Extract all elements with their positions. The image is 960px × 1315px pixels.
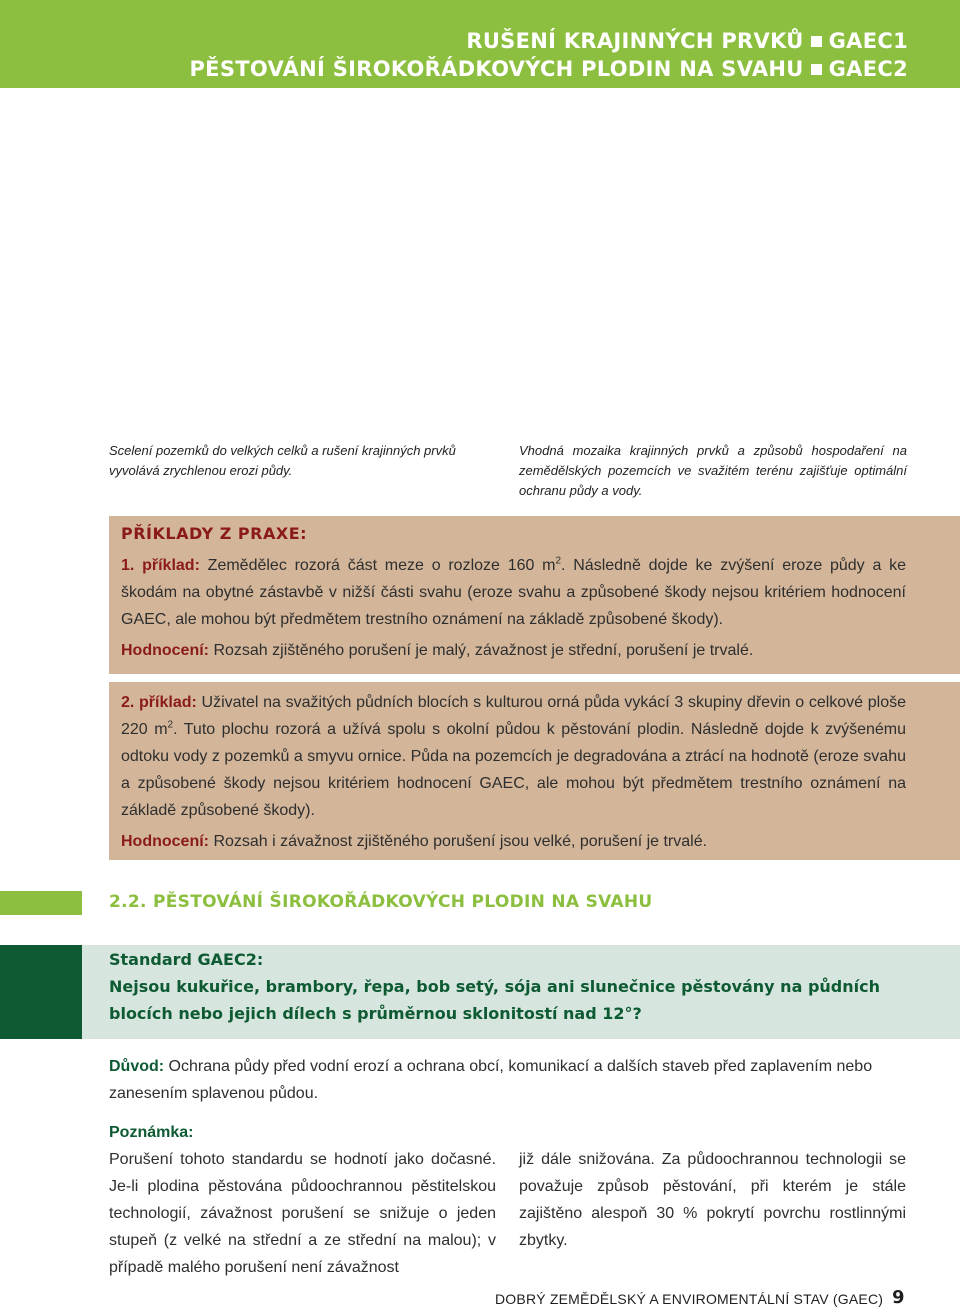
example-1-text-a: Zemědělec rozorá část meze o rozloze 160 m bbox=[199, 557, 556, 574]
example-1-body bbox=[121, 552, 906, 664]
note-label: Poznámka: bbox=[109, 1124, 194, 1141]
example-2-evaluation bbox=[121, 828, 906, 855]
example-2-text bbox=[121, 689, 906, 824]
page-number: 9 bbox=[892, 1287, 905, 1308]
example-box-2 bbox=[109, 682, 960, 860]
example-2-text-a: Uživatel na svažitých půdních blocích s kulturou orná půda vykácí 3 skupiny dřevin o celkové ploše 220 m bbox=[121, 694, 907, 738]
reason-text: Ochrana půdy před vodní erozí a ochrana obcí, komunikací a dalších staveb před zaplavením nebo zanesením splavenou půdou. bbox=[109, 1058, 873, 1102]
standard-label: Standard GAEC2: bbox=[109, 950, 264, 969]
standard-box bbox=[82, 945, 960, 1039]
example-1-label: 1. příklad: bbox=[121, 557, 200, 574]
footer-title: DOBRÝ ZEMĚDĚLSKÝ A ENVIROMENTÁLNÍ STAV (GAEC) bbox=[495, 1291, 884, 1307]
example-1-text bbox=[121, 552, 906, 633]
standard-body bbox=[109, 946, 906, 1027]
example-2-eval-label: Hodnocení: bbox=[121, 833, 209, 850]
section-heading: 2.2. PĚSTOVÁNÍ ŠIROKOŘÁDKOVÝCH PLODIN NA SVAHU bbox=[109, 892, 653, 912]
example-1-sup: 2 bbox=[555, 555, 562, 567]
example-1-text-b: . Následně dojde ke zvýšení eroze půdy a ke škodám na obytné zástavbě v nižší části svahu (eroze svahu a způsobené škody nejsou kritériem hodnocení GAEC, ale mohou být předmětem trestního oznámení na základě způsobené škody). bbox=[121, 557, 907, 628]
section-marker bbox=[0, 891, 82, 915]
note-column-right: již dále snižována. Za půdoochrannou technologii se považuje způsob pěstování, při kterém je stále zajištěno alespoň 30 % pokrytí povrchu rostlinnými zbytky. bbox=[519, 1151, 906, 1249]
note-column-left: Porušení tohoto standardu se hodnotí jako dočasné. Je-li plodina pěstována půdoochrannou pěstitelskou technologií, závažnost porušení se snižuje o jeden stupeň (z velké na střední a ze střední na malou); v případě malého porušení není závažnost bbox=[109, 1151, 496, 1276]
reason-label: Důvod: bbox=[109, 1058, 165, 1075]
header-line-2-text: PĚSTOVÁNÍ ŠIROKOŘÁDKOVÝCH PLODIN NA SVAHU bbox=[189, 57, 804, 81]
reason-paragraph bbox=[109, 1053, 906, 1107]
examples-title: PŘÍKLADY Z PRAXE: bbox=[121, 524, 308, 543]
example-2-body bbox=[121, 689, 906, 855]
example-box-1 bbox=[109, 516, 960, 674]
header-title-line-1 bbox=[466, 29, 908, 53]
square-bullet-icon bbox=[811, 64, 822, 75]
caption-left: Scelení pozemků do velkých celků a rušení krajinných prvků vyvolává zrychlenou erozi půdy. bbox=[109, 443, 456, 478]
square-bullet-icon bbox=[811, 36, 822, 47]
header-line-2-code: GAEC2 bbox=[828, 57, 908, 81]
header-line-1-text: RUŠENÍ KRAJINNÝCH PRVKŮ bbox=[466, 29, 804, 53]
example-1-evaluation bbox=[121, 637, 906, 664]
example-2-eval-text: Rozsah i závažnost zjištěného porušení jsou velké, porušení je trvalé. bbox=[209, 833, 708, 850]
example-2-text-b: . Tuto plochu rozorá a užívá spolu s okolní půdou k pěstování plodin. Následně dojde k zvýšenému odtoku vody z pozemků a smyvu ornice. Půda na pozemcích je degradována a ztrácí na hodnotě (eroze svahu a způsobené škody nejsou kritériem hodnocení GAEC, ale mohou být předmětem trestního oznámení na základě způsobené škody). bbox=[121, 721, 907, 819]
example-1-eval-label: Hodnocení: bbox=[121, 642, 209, 659]
standard-marker bbox=[0, 945, 82, 1039]
header-title-line-2 bbox=[189, 57, 908, 81]
standard-question: Nejsou kukuřice, brambory, řepa, bob setý, sója ani slunečnice pěstovány na půdních blocích nebo jejich dílech s průměrnou sklonitostí nad 12°? bbox=[109, 977, 880, 1023]
example-2-label: 2. příklad: bbox=[121, 694, 197, 711]
example-2-sup: 2 bbox=[167, 719, 174, 731]
caption-right: Vhodná mozaika krajinných prvků a způsobů hospodaření na zemědělských pozemcích ve svažitém terénu zajišťuje optimální ochranu půdy a vody. bbox=[519, 443, 907, 498]
header-line-1-code: GAEC1 bbox=[828, 29, 908, 53]
example-1-eval-text: Rozsah zjištěného porušení je malý, závažnost je střední, porušení je trvalé. bbox=[209, 642, 754, 659]
